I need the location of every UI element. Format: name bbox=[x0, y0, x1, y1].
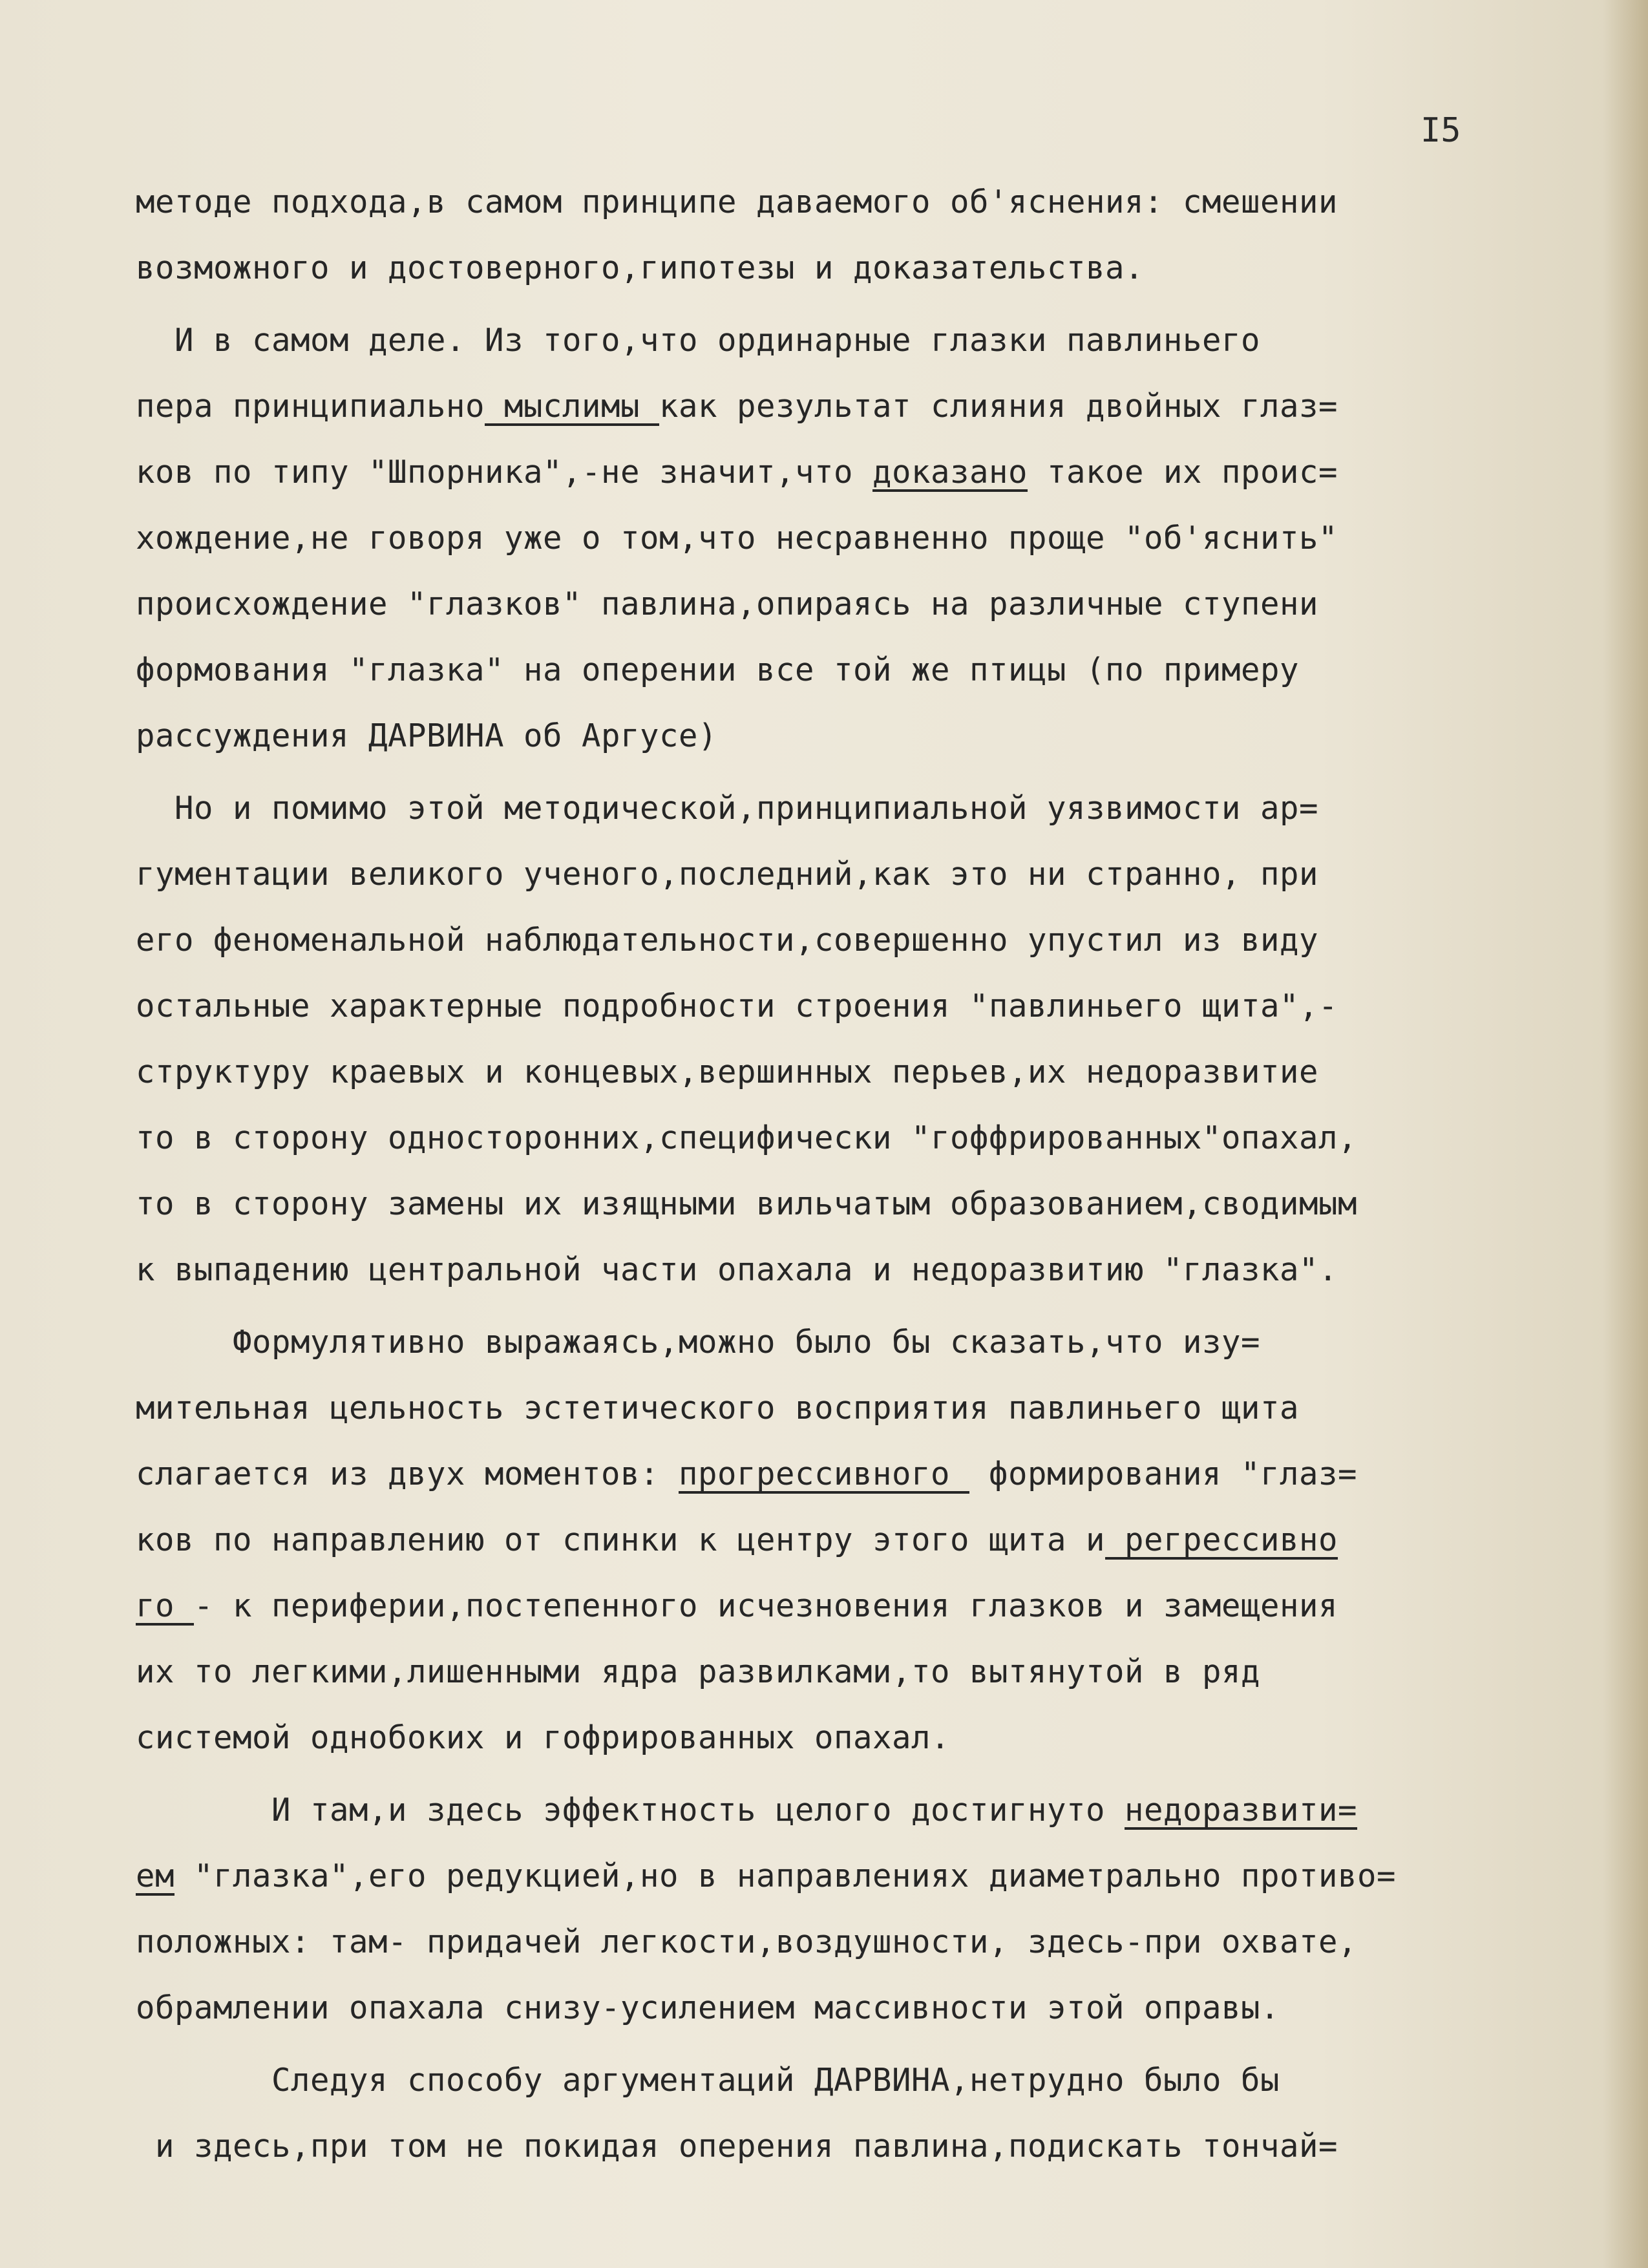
underlined-word: недоразвити= bbox=[1125, 1792, 1358, 1828]
text-line: методе подхода,в самом принципе даваемого об'яснения: смешении bbox=[136, 184, 1338, 220]
text-line bbox=[136, 1573, 1558, 1639]
text-line: Следуя способу аргументаций ДАРВИНА,нетрудно было бы bbox=[136, 2062, 1280, 2099]
text-line bbox=[136, 1441, 1558, 1507]
underlined-word: мыслимы bbox=[485, 388, 660, 425]
text-line: то в сторону замены их изящными вильчатым образованием,сводимым bbox=[136, 1185, 1358, 1222]
body-text bbox=[136, 169, 1558, 2179]
page-edge-shadow bbox=[1603, 0, 1648, 2268]
underlined-word: ем bbox=[136, 1858, 175, 1894]
underlined-word: го bbox=[136, 1587, 195, 1624]
text-line: хождение,не говоря уже о том,что несравненно проще "об'яснить" bbox=[136, 520, 1338, 556]
text-line: рассуждения ДАРВИНА об Аргусе) bbox=[136, 717, 718, 754]
text-run: ков по типу "Шпорника",-не значит,что bbox=[136, 454, 873, 491]
text-run: пера принципиально bbox=[136, 388, 485, 425]
page-number: I5 bbox=[1421, 111, 1461, 150]
text-run: такое их проис= bbox=[1028, 454, 1338, 491]
text-line: Формулятивно выражаясь,можно было бы сказать,что изу= bbox=[136, 1324, 1261, 1361]
text-line: положных: там- придачей легкости,воздушности, здесь-при охвате, bbox=[136, 1924, 1358, 1960]
text-line: их то легкими,лишенными ядра развилками,то вытянутой в ряд bbox=[136, 1653, 1261, 1690]
text-line: и здесь,при том не покидая оперения павлина,подискать тончай= bbox=[136, 2128, 1338, 2165]
underlined-word: прогрессивного bbox=[679, 1456, 970, 1492]
text-line bbox=[136, 1507, 1558, 1573]
text-line bbox=[136, 440, 1558, 505]
text-line: системой однобоких и гофрированных опахал. bbox=[136, 1719, 951, 1756]
text-line: формования "глазка" на оперении все той же птицы (по примеру bbox=[136, 652, 1300, 688]
text-line: его феноменальной наблюдательности,совершенно упустил из виду bbox=[136, 922, 1319, 959]
underlined-word: доказано bbox=[872, 454, 1028, 491]
text-line: Но и помимо этой методической,принципиальной уязвимости ар= bbox=[136, 790, 1319, 827]
text-run: ков по направлению от спинки к центру этого щита и bbox=[136, 1521, 1106, 1558]
text-line: происхождение "глазков" павлина,опираясь на различные ступени bbox=[136, 586, 1319, 622]
text-line bbox=[136, 374, 1558, 440]
text-run: "глазка",его редукцией,но в направлениях диаметрально противо= bbox=[174, 1858, 1397, 1894]
text-line: мительная цельность эстетического восприятия павлиньего щита bbox=[136, 1390, 1300, 1426]
text-run: как результат слияния двойных глаз= bbox=[659, 388, 1338, 425]
text-line: возможного и достоверного,гипотезы и доказательства. bbox=[136, 249, 1145, 286]
text-run: И там,и здесь эффектность целого достигнуто bbox=[136, 1792, 1125, 1828]
text-line bbox=[136, 1843, 1558, 1909]
text-run: формирования "глаз= bbox=[969, 1456, 1358, 1492]
text-line: обрамлении опахала снизу-усилением массивности этой оправы. bbox=[136, 1989, 1280, 2026]
text-line bbox=[136, 1777, 1558, 1843]
text-line: И в самом деле. Из того,что ординарные глазки павлиньего bbox=[136, 322, 1261, 359]
text-run: - к периферии,постепенного исчезновения глазков и замещения bbox=[194, 1587, 1338, 1624]
text-line: структуру краевых и концевых,вершинных перьев,их недоразвитие bbox=[136, 1054, 1319, 1090]
text-run: слагается из двух моментов: bbox=[136, 1456, 679, 1492]
text-line: остальные характерные подробности строения "павлиньего щита",- bbox=[136, 988, 1338, 1024]
text-line: то в сторону односторонних,специфически "гоффрированных"опахал, bbox=[136, 1119, 1358, 1156]
underlined-word: регрессивно bbox=[1105, 1521, 1338, 1558]
text-line: гументации великого ученого,последний,как это ни странно, при bbox=[136, 856, 1319, 893]
text-line: к выпадению центральной части опахала и недоразвитию "глазка". bbox=[136, 1251, 1338, 1288]
